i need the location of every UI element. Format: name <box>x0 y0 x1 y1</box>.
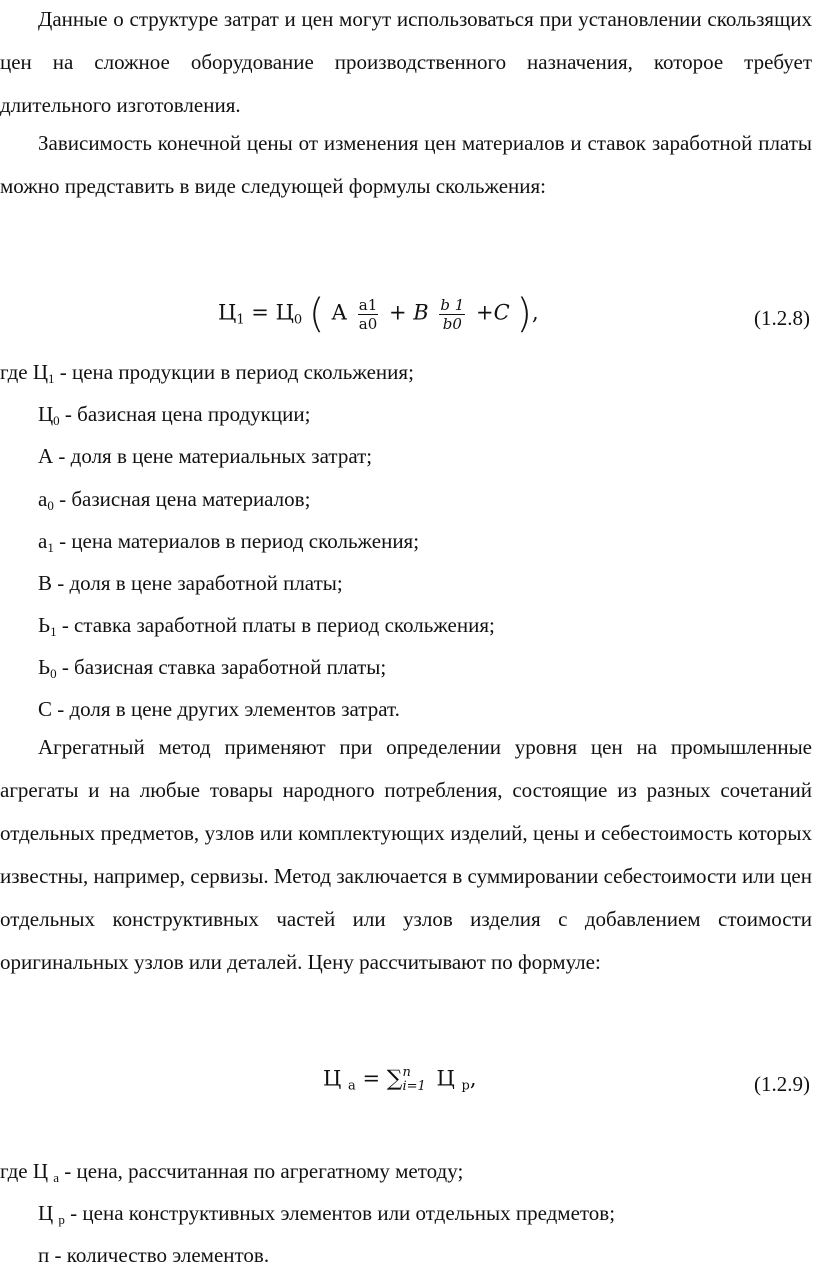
definition-line: где Ц $_а$ - цена, рассчитанная по агрегатному методу; <box>0 1159 464 1185</box>
definition-line: С - доля в цене других элементов затрат. <box>38 697 400 721</box>
definition-line: п - количество элементов. <box>38 1243 270 1267</box>
paragraph-3: Агрегатный метод применяют при определении уровня цен на промышленные агрегаты и на любые товары народного потребления, состоящие из разных сочетаний отдельных предметов, узлов или комплектующих изделий, цены и себестоимость которых известны, например, сервизы. Метод заключается в суммировании себестоимости или цен отдельных конструктивных частей или узлов изделия с добавлением стоимости оригинальных узлов или деталей. Цену рассчитывают по формуле: <box>0 735 812 974</box>
definition-line: В - доля в цене заработной платы; <box>38 571 343 595</box>
formula-1-2-9 <box>0 1060 812 1120</box>
definition-line: $Ь_1$ - ставка заработной платы в период скольжения; <box>38 613 495 639</box>
fraction-b: $\frac{b 1}{b0}$ <box>440 295 465 333</box>
definition-line: $а_0$ - базисная цена материалов; <box>38 487 311 513</box>
paragraph-1: Данные о структуре затрат и цен могут использоваться при установлении скользящих цен на сложное оборудование производственного назначения, которое требует длительного изготовления. <box>0 7 812 117</box>
definition-line: $а_1$ - цена материалов в период скольжения; <box>38 529 420 555</box>
formula-body: Ц $_а$ = ∑ n i=1 Ц $_р$, <box>323 1065 477 1094</box>
formula-body: $Ц_1 = Ц_0$ ( А $\frac{a1}{a0}$ + B $\frac{b 1}{b0}$ +C ), <box>218 291 539 337</box>
fraction-a: $\frac{a1}{a0}$ <box>358 295 378 333</box>
paragraph-2: Зависимость конечной цены от изменения цен материалов и ставок заработной платы можно представить в виде следующей формулы скольжения: <box>0 131 812 198</box>
definition-line: где $Ц_1$ - цена продукции в период скольжения; <box>0 360 414 386</box>
formula-number: (1.2.9) <box>754 1072 810 1096</box>
definition-line: $Ь_0$ - базисная ставка заработной платы; <box>38 655 387 681</box>
left-paren: ( <box>308 291 325 337</box>
formula-1-2-8 <box>0 292 812 352</box>
right-paren: ) <box>516 291 532 337</box>
definition-line: $Ц_0$ - базисная цена продукции; <box>38 402 311 428</box>
formula-number: (1.2.8) <box>754 306 810 330</box>
sum-limits: n i=1 <box>402 1065 426 1094</box>
definition-line: А - доля в цене материальных затрат; <box>38 444 373 468</box>
definition-line: Ц $_р$ - цена конструктивных элементов или отдельных предметов; <box>38 1201 616 1227</box>
